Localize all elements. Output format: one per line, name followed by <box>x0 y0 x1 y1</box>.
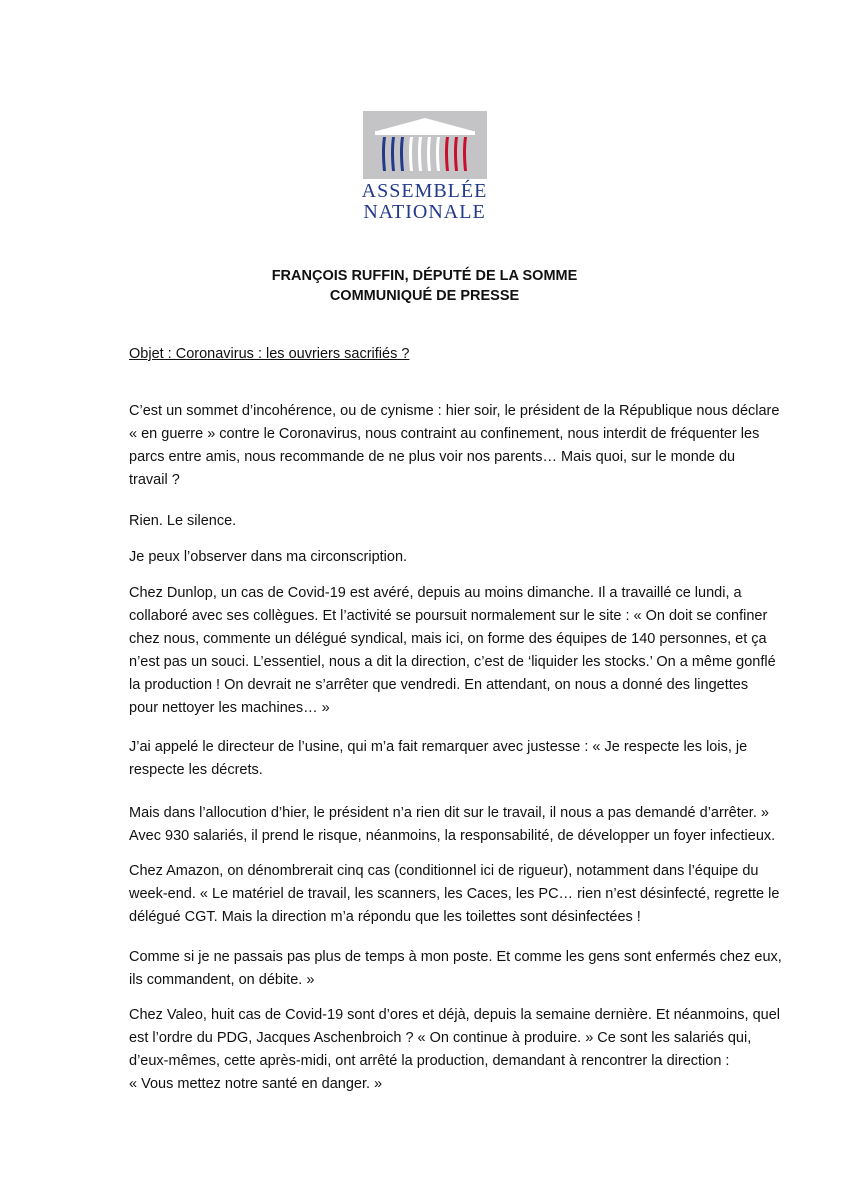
text-line: Je peux l’observer dans ma circonscription. <box>129 549 408 565</box>
text-line: week-end. « Le matériel de travail, les scanners, les Caces, les PC… rien n’est désinfecté, regrette le <box>129 886 780 902</box>
text-line: respecte les décrets. <box>129 762 263 778</box>
text-line: Chez Valeo, huit cas de Covid-19 sont d’ores et déjà, depuis la semaine dernière. Et néanmoins, quel <box>129 1007 781 1023</box>
text-line: Mais dans l’allocution d’hier, le président n’a rien dit sur le travail, il nous a pas demandé d’arrêter. » <box>129 805 769 821</box>
paragraph-dunlop <box>129 582 776 720</box>
text-line: C’est un sommet d’incohérence, ou de cynisme : hier soir, le président de la République nous déclare <box>129 403 780 419</box>
palais-bourbon-icon <box>363 111 487 179</box>
text-line: Avec 930 salariés, il prend le risque, néanmoins, la responsabilité, de développer un foyer infectieux. <box>129 828 776 844</box>
paragraph-poste <box>129 946 782 992</box>
text-line: Chez Amazon, on dénombrerait cinq cas (conditionnel ici de rigueur), notamment dans l’équipe du <box>129 863 759 879</box>
paragraph-circonscription <box>129 546 749 569</box>
text-line: est l’ordre du PDG, Jacques Aschenbroich ? « On continue à produire. » Ce sont les salariés qui, <box>129 1030 752 1046</box>
text-line: d’eux-mêmes, cette après-midi, ont arrêté la production, demandant à rencontrer la direction : <box>129 1053 730 1069</box>
logo-text-nationale: NATIONALE <box>363 201 486 223</box>
assemblee-nationale-logo <box>361 111 488 223</box>
text-line: « en guerre » contre le Coronavirus, nous contraint au confinement, nous interdit de fréquenter les <box>129 426 760 442</box>
text-line: travail ? <box>129 472 180 488</box>
text-line: la production ! On devrait ne s’arrêter que vendredi. En attendant, on nous a donné des lingettes <box>129 677 749 693</box>
colonnade <box>382 137 467 171</box>
press-release-author: FRANÇOIS RUFFIN, DÉPUTÉ DE LA SOMME <box>271 268 578 284</box>
text-line: Comme si je ne passais pas plus de temps à mon poste. Et comme les gens sont enfermés chez eux, <box>129 949 782 965</box>
text-line: parcs entre amis, nous recommande de ne plus voir nos parents… Mais quoi, sur le monde du <box>129 449 736 465</box>
text-line: ils commandent, on débite. » <box>129 972 315 988</box>
text-line: chez nous, commente un délégué syndical, mais ici, on forme des équipes de 140 personnes, et ça <box>129 631 767 647</box>
logo-text-assemblee: ASSEMBLÉE <box>361 180 488 202</box>
subject-line: Objet : Coronavirus : les ouvriers sacrifiés ? <box>129 346 410 362</box>
text-line: n’est pas un souci. L’essentiel, nous a dit la direction, c’est de ‘liquider les stocks.’ On a même gonflé <box>129 654 776 670</box>
paragraph-valeo <box>129 1004 781 1096</box>
paragraph-directeur <box>129 736 749 782</box>
text-line: collaboré avec ses collègues. Et l’activité se poursuit normalement sur le site : « On doit se confiner <box>129 608 768 624</box>
paragraph-allocution <box>129 802 776 848</box>
text-line: « Vous mettez notre santé en danger. » <box>129 1076 383 1092</box>
press-release-title: COMMUNIQUÉ DE PRESSE <box>329 288 520 304</box>
text-line: délégué CGT. Mais la direction m’a répondu que les toilettes sont désinfectées ! <box>129 909 641 925</box>
paragraph-amazon <box>129 860 780 929</box>
text-line: Rien. Le silence. <box>129 513 237 529</box>
text-line: pour nettoyer les machines… » <box>129 700 330 716</box>
text-line: Chez Dunlop, un cas de Covid-19 est avéré, depuis au moins dimanche. Il a travaillé ce lundi, a <box>129 585 742 601</box>
paragraph-intro <box>129 400 780 492</box>
logo-emblem <box>363 111 487 179</box>
text-line: J’ai appelé le directeur de l’usine, qui m’a fait remarquer avec justesse : « Je respecte les lois, je <box>129 739 748 755</box>
paragraph-silence <box>129 510 749 533</box>
